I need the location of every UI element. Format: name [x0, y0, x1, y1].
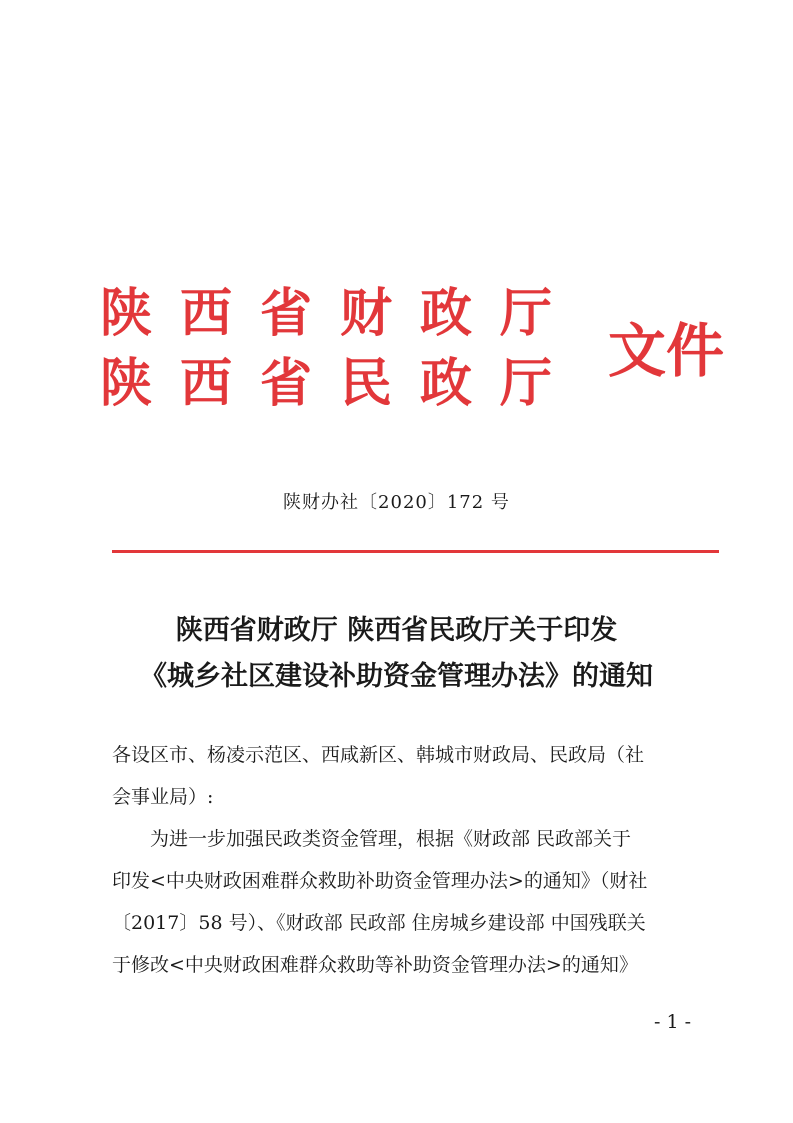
paragraph-line-3: 〔2017〕58 号）、《财政部 民政部 住房城乡建设部 中国残联关 [112, 912, 646, 934]
document-header [100, 278, 740, 418]
paragraph-line-4: 于修改<中央财政困难群众救助等补助资金管理办法>的通知》 [112, 954, 638, 976]
document-title [0, 608, 793, 700]
title-line-1: 陕西省财政厅 陕西省民政厅关于印发 [175, 615, 618, 646]
paragraph-line-2: 印发<中央财政困难群众救助补助资金管理办法>的通知》（财社 [112, 870, 648, 892]
recipient-line-2: 会事业局）: [112, 786, 214, 808]
document-body [112, 734, 722, 986]
page-number: - 1 - [654, 1011, 692, 1033]
issuer-finance-department: 陕西省财政厅 [100, 283, 581, 344]
paragraph-line-1: 为进一步加强民政类资金管理，根据《财政部 民政部关于 [150, 828, 632, 850]
title-line-2: 《城乡社区建设补助资金管理办法》的通知 [140, 661, 653, 692]
document-number: 陕财办社〔2020〕172 号 [283, 492, 510, 513]
document-type-label: 文件 [608, 317, 725, 385]
red-divider-line [112, 550, 719, 553]
issuer-civil-affairs-department: 陕西省民政厅 [100, 353, 581, 414]
recipient-line-1: 各设区市、杨凌示范区、西咸新区、韩城市财政局、民政局（社 [112, 744, 645, 766]
